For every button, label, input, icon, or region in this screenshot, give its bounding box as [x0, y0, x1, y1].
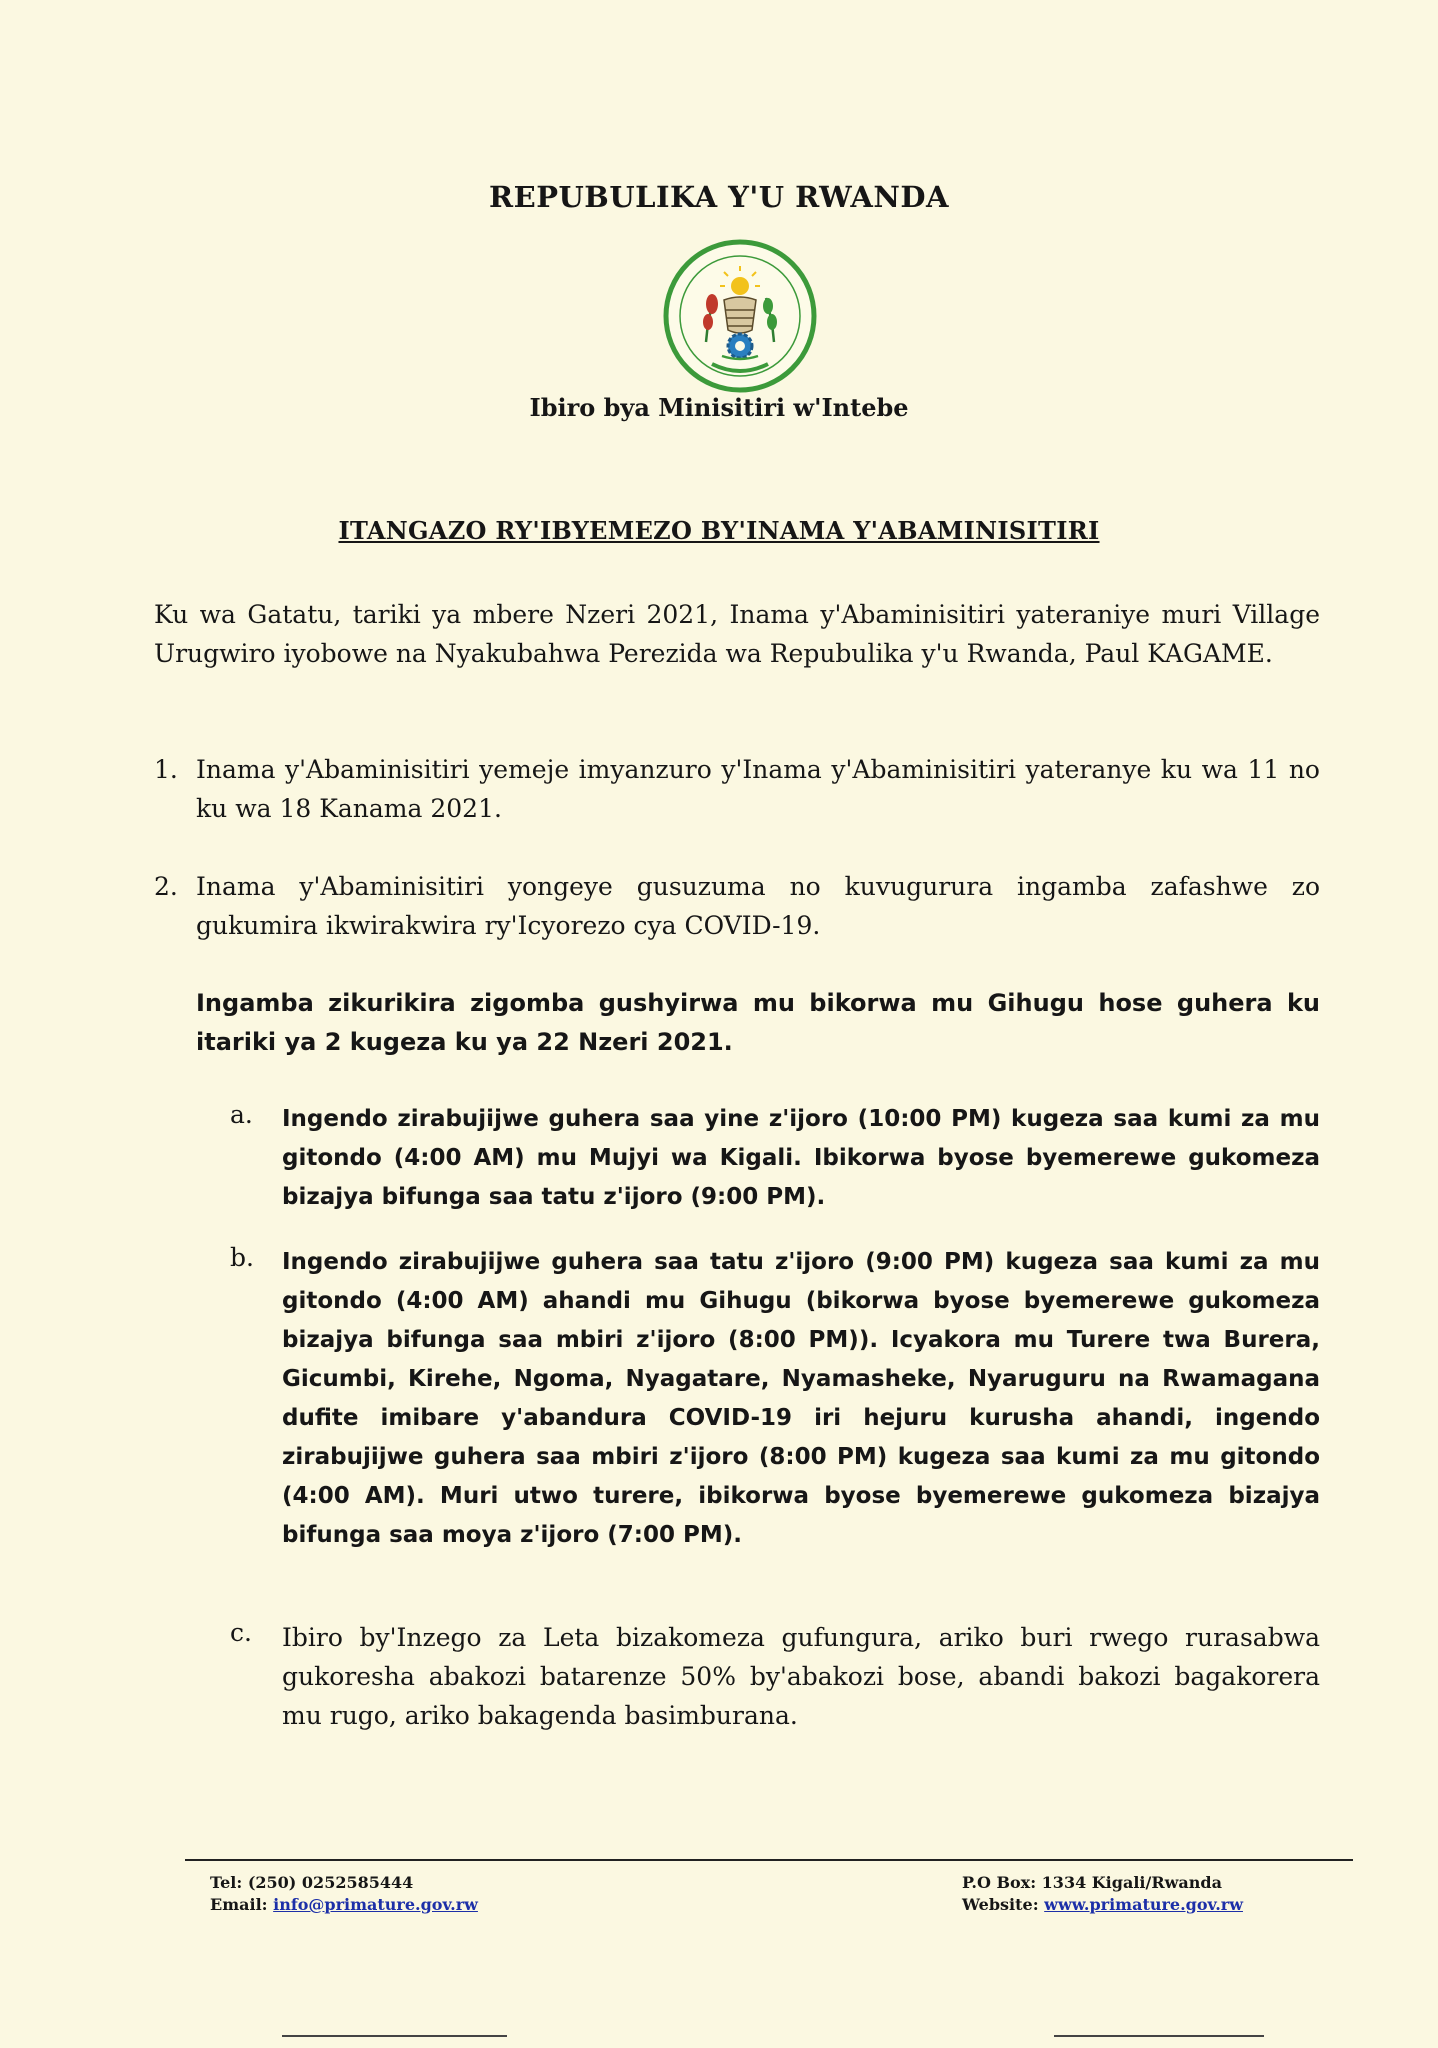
sub-item-letter: a. — [230, 1100, 253, 1129]
footer-pobox: P.O Box: 1334 Kigali/Rwanda — [962, 1873, 1222, 1892]
page-edge-mark — [282, 2035, 507, 2037]
tel-value: (250) 0252585444 — [247, 1873, 414, 1892]
footer-contact — [210, 1872, 478, 1916]
republic-heading: REPUBULIKA Y'U RWANDA — [489, 180, 949, 214]
footer-divider — [185, 1859, 1353, 1861]
coat-of-arms-seal — [662, 238, 818, 394]
item-number: 2. — [154, 872, 178, 901]
tel-label: Tel: — [210, 1873, 243, 1892]
footer-tel — [210, 1872, 478, 1894]
sub-item — [230, 1618, 1320, 1735]
item-text: Inama y'Abaminisitiri yemeje imyanzuro y'Inama y'Abaminisitiri yateranye ku wa 11 no ku wa 18 Kanama 2021. — [196, 755, 1320, 823]
sub-item-text: Ibiro by'Inzego za Leta bizakomeza gufungura, ariko buri rwego rurasabwa gukoresha abakozi batarenze 50% by'abakozi bose, abandi bakozi bagakorera mu rugo, ariko bakagenda basimburana. — [282, 1623, 1320, 1730]
email-label: Email: — [210, 1895, 268, 1914]
sub-item — [230, 1100, 1320, 1217]
numbered-item — [154, 867, 1320, 945]
footer-website — [962, 1894, 1243, 1916]
sub-item-text: Ingendo zirabujijwe guhera saa yine z'ijoro (10:00 PM) kugeza saa kumi za mu gitondo (4:00 AM) mu Mujyi wa Kigali. Ibikorwa byose byemerewe gukomeza bizajya bifunga saa tatu z'ijoro (9:00 PM). — [282, 1106, 1320, 1210]
website-link[interactable]: www.primature.gov.rw — [1044, 1895, 1243, 1914]
sub-item — [230, 1243, 1320, 1555]
sub-item-letter: b. — [230, 1243, 254, 1272]
sub-item-letter: c. — [230, 1618, 252, 1647]
page-edge-mark — [1054, 2035, 1264, 2037]
intro-paragraph: Ku wa Gatatu, tariki ya mbere Nzeri 2021, Inama y'Abaminisitiri yateraniye muri Village Urugwiro iyobowe na Nyakubahwa Perezida wa Repubulika y'u Rwanda, Paul KAGAME. — [154, 600, 1320, 668]
numbered-item — [154, 750, 1320, 828]
website-label: Website: — [962, 1895, 1039, 1914]
footer-address — [962, 1872, 1243, 1916]
sub-item-text: Ingendo zirabujijwe guhera saa tatu z'ijoro (9:00 PM) kugeza saa kumi za mu gitondo (4:00 AM) ahandi mu Gihugu (bikorwa byose byemerewe gukomeza bizajya bifunga saa mbiri z'ijoro (8:00 PM)). Icyakora mu Turere twa Burera, Gicumbi, Kirehe, Ngoma, Nyagatare, Nyamasheke, Nyaruguru na Rwamagana dufite imibare y'abandura COVID-19 iri hejuru kurusha ahandi, ingendo zirabujijwe guhera saa mbiri z'ijoro (8:00 PM) kugeza saa kumi za mu gitondo (4:00 AM). Muri utwo turere, ibikorwa byose byemerewe gukomeza bizajya bifunga saa moya z'ijoro (7:00 PM). — [282, 1249, 1320, 1548]
item-text: Inama y'Abaminisitiri yongeye gusuzuma no kuvugurura ingamba zafashwe zo gukumira ikwirakwira ry'Icyorezo cya COVID-19. — [196, 872, 1320, 940]
office-name: Ibiro bya Minisitiri w'Intebe — [529, 393, 909, 422]
footer-email — [210, 1894, 478, 1916]
document-title: ITANGAZO RY'IBYEMEZO BY'INAMA Y'ABAMINISITIRI — [338, 516, 1100, 545]
email-link[interactable]: info@primature.gov.rw — [273, 1895, 478, 1914]
measures-intro: Ingamba zikurikira zigomba gushyirwa mu bikorwa mu Gihugu hose guhera ku itariki ya 2 kugeza ku ya 22 Nzeri 2021. — [196, 989, 1320, 1056]
item-number: 1. — [154, 755, 178, 784]
